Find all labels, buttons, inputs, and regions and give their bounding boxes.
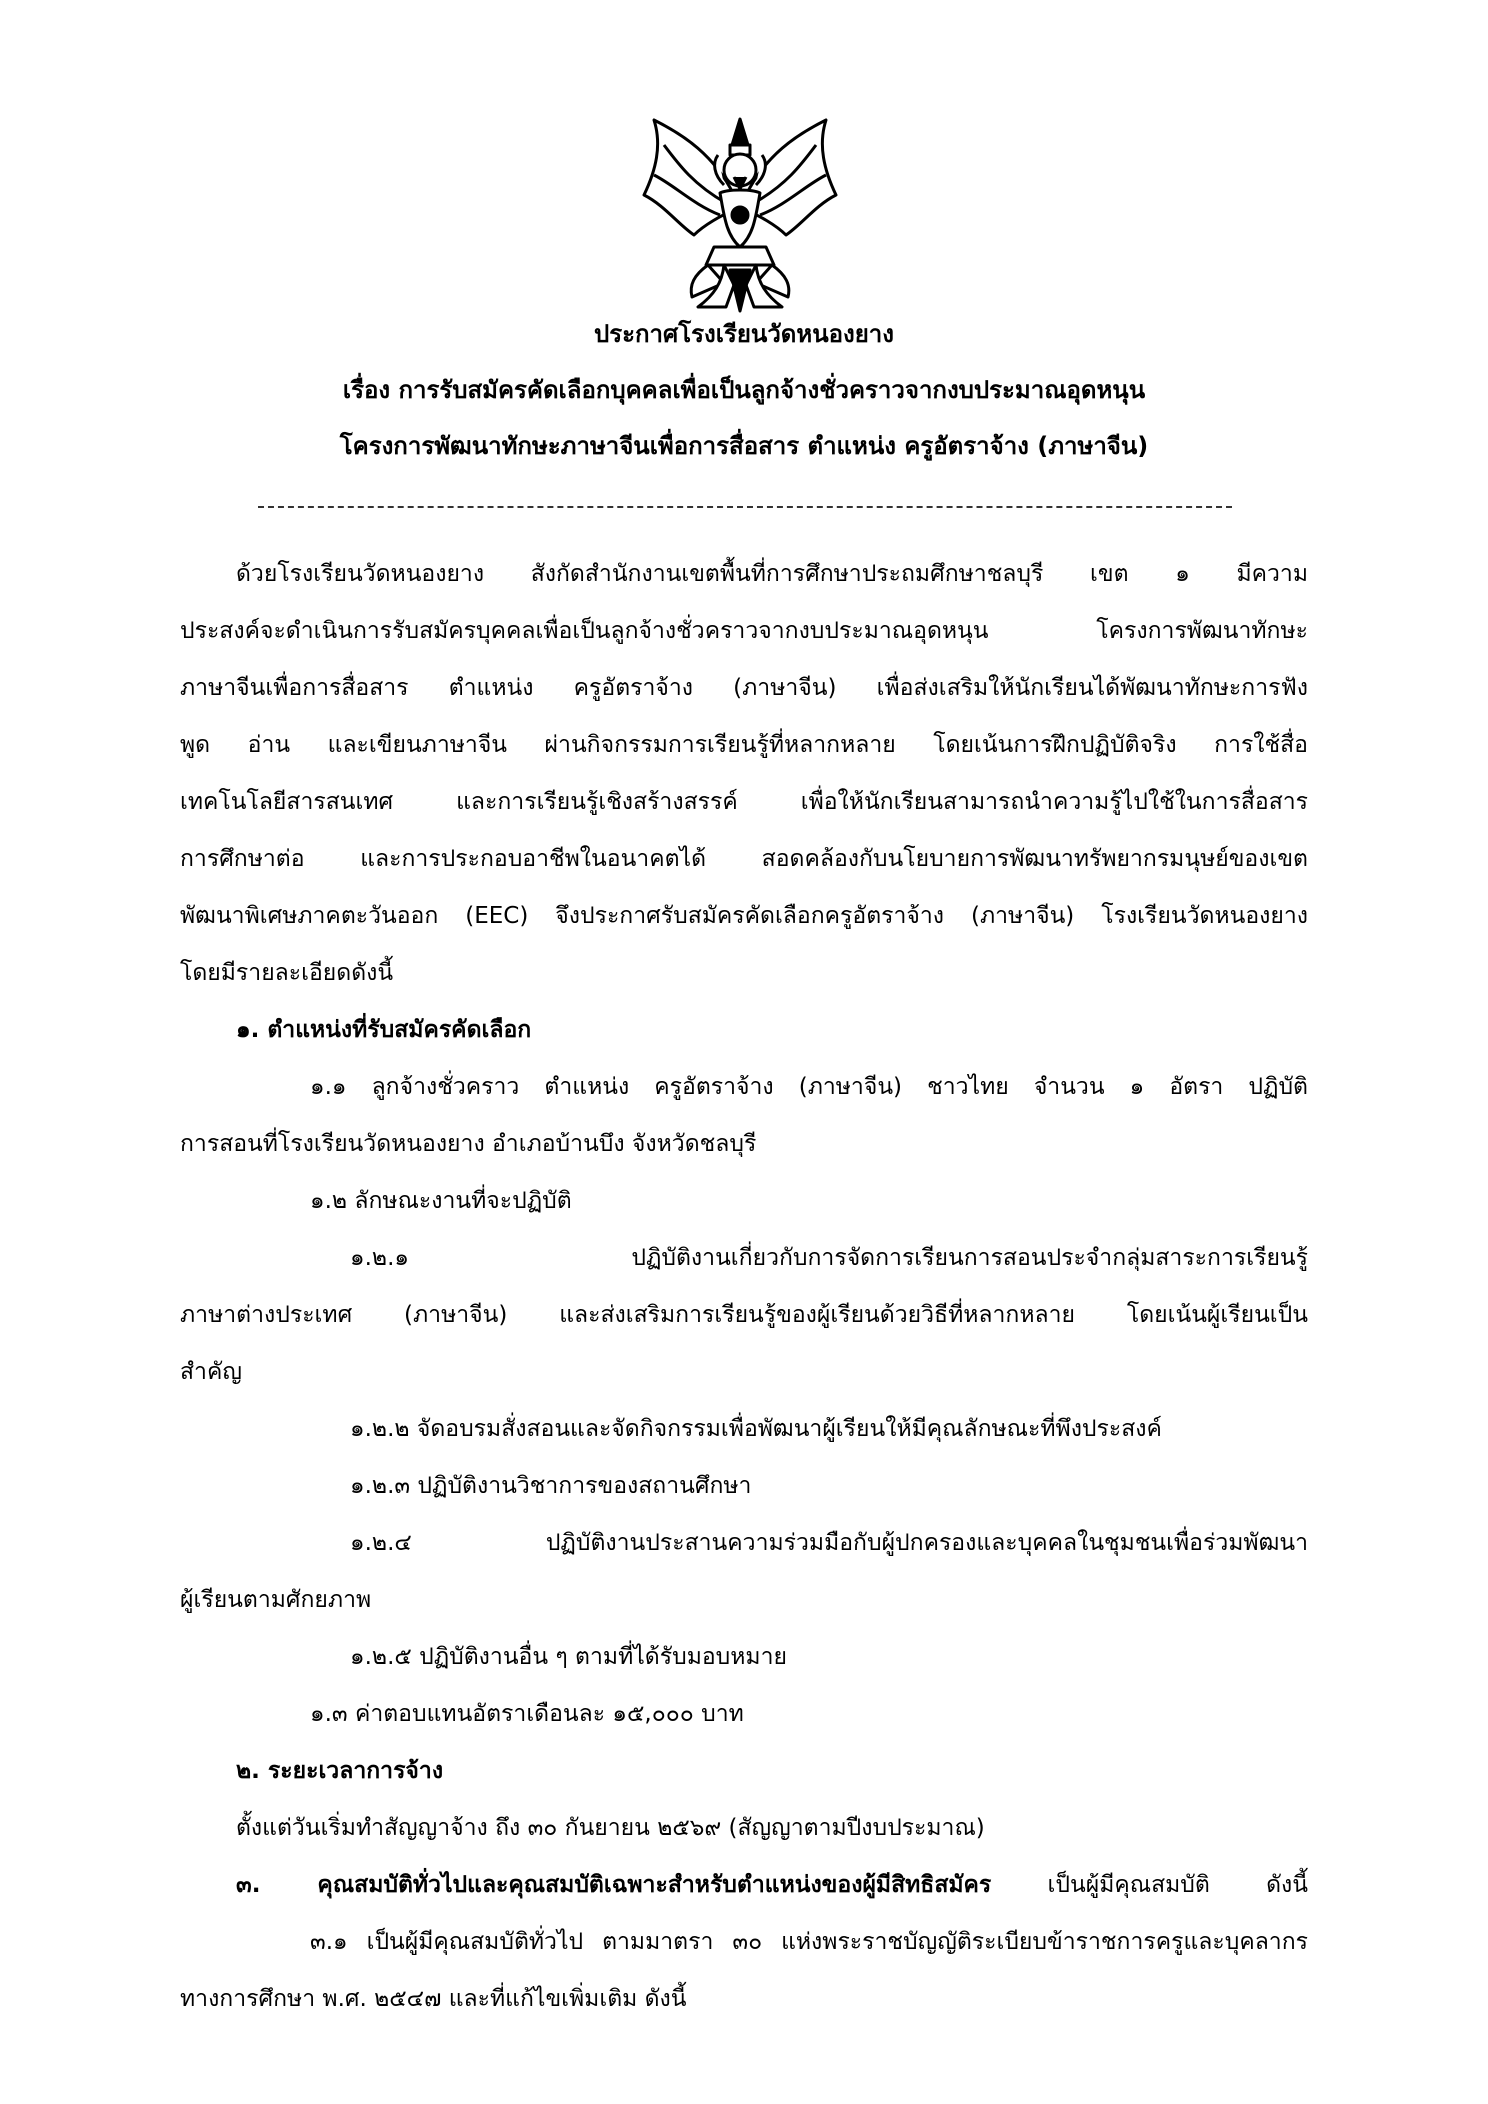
section-3-heading-rest: เป็นผู้มีคุณสมบัติ ดังนี้: [991, 1872, 1308, 1898]
item-3-1-line: ทางการศึกษา พ.ศ. ๒๕๔๗ และที่แก้ไขเพิ่มเติม ดังนี้: [180, 1986, 687, 2012]
item-1-1-line: การสอนที่โรงเรียนวัดหนองยาง อำเภอบ้านบึง จังหวัดชลบุรี: [180, 1131, 757, 1157]
intro-line: ประสงค์จะดำเนินการรับสมัครบุคคลเพื่อเป็นลูกจ้างชั่วคราวจากงบประมาณอุดหนุน โครงการพัฒนาทักษะ: [180, 618, 1308, 644]
item-1-2-5: ๑.๒.๕ ปฏิบัติงานอื่น ๆ ตามที่ได้รับมอบหมาย: [350, 1644, 787, 1670]
item-3-1-line: ๓.๑ เป็นผู้มีคุณสมบัติทั่วไป ตามมาตรา ๓๐ แห่งพระราชบัญญัติระเบียบข้าราชการครูและบุคลากร: [310, 1929, 1308, 1955]
item-1-2-1-line: ภาษาต่างประเทศ (ภาษาจีน) และส่งเสริมการเรียนรู้ของผู้เรียนด้วยวิธีที่หลากหลาย โดยเน้นผู้เรียนเป็น: [180, 1302, 1308, 1328]
section-3-heading: [180, 1857, 1308, 1914]
section-1-heading: ๑. ตำแหน่งที่รับสมัครคัดเลือก: [236, 1017, 532, 1043]
item-1-1-line: ๑.๑ ลูกจ้างชั่วคราว ตำแหน่ง ครูอัตราจ้าง (ภาษาจีน) ชาวไทย จำนวน ๑ อัตรา ปฏิบัติ: [310, 1074, 1308, 1100]
item-1-2-1-line: สำคัญ: [180, 1359, 242, 1385]
item-1-2-3: ๑.๒.๓ ปฏิบัติงานวิชาการของสถานศึกษา: [350, 1473, 752, 1499]
item-1-3: ๑.๓ ค่าตอบแทนอัตราเดือนละ ๑๕,๐๐๐ บาท: [310, 1701, 744, 1727]
item-1-2: ๑.๒ ลักษณะงานที่จะปฏิบัติ: [310, 1188, 572, 1214]
announcement-title: ประกาศโรงเรียนวัดหนองยาง: [594, 320, 894, 348]
announcement-body: [180, 546, 1308, 2028]
intro-line: พูด อ่าน และเขียนภาษาจีน ผ่านกิจกรรมการเรียนรู้ที่หลากหลาย โดยเน้นการฝึกปฏิบัติจริง การใช้สื่อ: [180, 732, 1308, 758]
section-3-heading-bold: ๓. คุณสมบัติทั่วไปและคุณสมบัติเฉพาะสำหรับตำแหน่งของผู้มีสิทธิสมัคร: [236, 1872, 992, 1898]
item-1-2-4-line: ๑.๒.๔ ปฏิบัติงานประสานความร่วมมือกับผู้ปกครองและบุคคลในชุมชนเพื่อร่วมพัฒนา: [350, 1530, 1308, 1556]
intro-line: โดยมีรายละเอียดดังนี้: [180, 960, 394, 986]
garuda-emblem-icon: [634, 115, 846, 315]
item-1-2-2: ๑.๒.๒ จัดอบรมสั่งสอนและจัดกิจกรรมเพื่อพัฒนาผู้เรียนให้มีคุณลักษณะที่พึงประสงค์: [350, 1416, 1162, 1442]
section-2-heading: ๒. ระยะเวลาการจ้าง: [236, 1758, 444, 1784]
announcement-subject: เรื่อง การรับสมัครคัดเลือกบุคคลเพื่อเป็นลูกจ้างชั่วคราวจากงบประมาณอุดหนุน: [342, 376, 1146, 404]
announcement-project: โครงการพัฒนาทักษะภาษาจีนเพื่อการสื่อสาร ตำแหน่ง ครูอัตราจ้าง (ภาษาจีน): [339, 432, 1149, 460]
dashed-divider: [258, 506, 1232, 508]
intro-line: ภาษาจีนเพื่อการสื่อสาร ตำแหน่ง ครูอัตราจ้าง (ภาษาจีน) เพื่อส่งเสริมให้นักเรียนได้พัฒนาทักษะการฟัง: [180, 675, 1308, 701]
intro-line: พัฒนาพิเศษภาคตะวันออก (EEC) จึงประกาศรับสมัครคัดเลือกครูอัตราจ้าง (ภาษาจีน) โรงเรียนวัดหนองยาง: [180, 903, 1308, 929]
section-2-text: ตั้งแต่วันเริ่มทำสัญญาจ้าง ถึง ๓๐ กันยายน ๒๕๖๙ (สัญญาตามปีงบประมาณ): [236, 1815, 985, 1841]
item-1-2-4-line: ผู้เรียนตามศักยภาพ: [180, 1587, 372, 1613]
intro-line: การศึกษาต่อ และการประกอบอาชีพในอนาคตได้ สอดคล้องกับนโยบายการพัฒนาทรัพยากรมนุษย์ของเขต: [180, 846, 1308, 872]
intro-line: ด้วยโรงเรียนวัดหนองยาง สังกัดสำนักงานเขตพื้นที่การศึกษาประถมศึกษาชลบุรี เขต ๑ มีความ: [236, 561, 1308, 587]
item-1-2-1-line: ๑.๒.๑ ปฏิบัติงานเกี่ยวกับการจัดการเรียนการสอนประจำกลุ่มสาระการเรียนรู้: [350, 1245, 1308, 1271]
intro-line: เทคโนโลยีสารสนเทศ และการเรียนรู้เชิงสร้างสรรค์ เพื่อให้นักเรียนสามารถนำความรู้ไปใช้ในการสื่อสาร: [180, 789, 1308, 815]
